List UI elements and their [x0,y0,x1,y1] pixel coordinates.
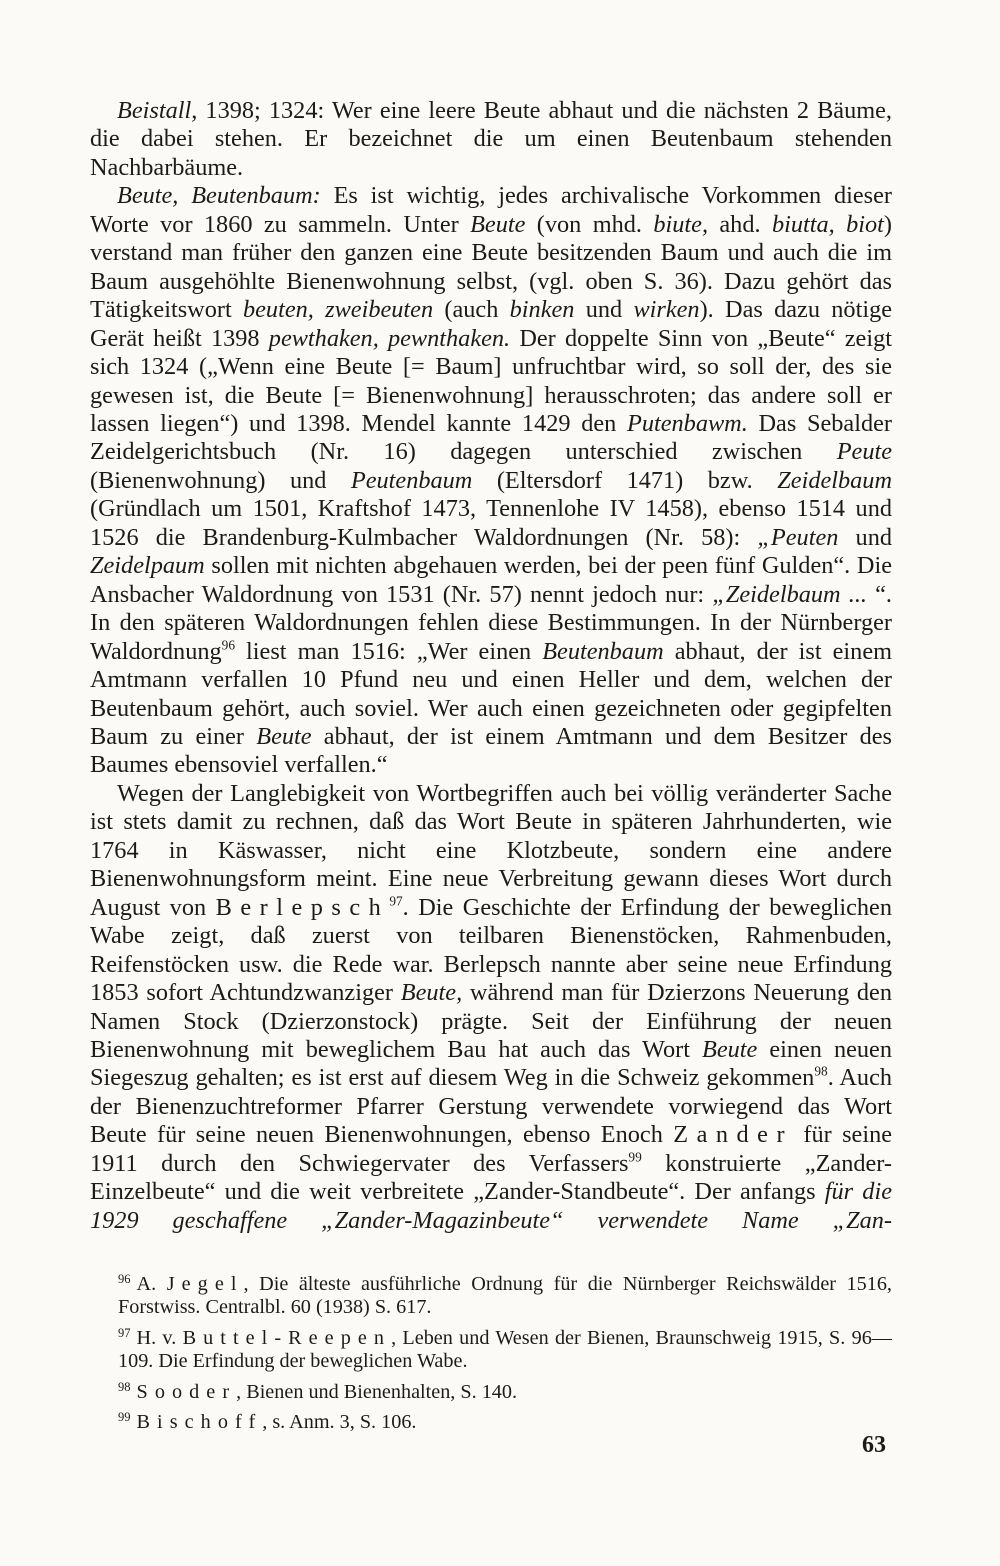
italic-term: Beistall, [117,97,198,124]
spaced-name: Jegel [166,1272,244,1295]
text-run: und [838,523,892,551]
italic-term: beuten, zweibeuten [243,296,434,324]
text-run: (Gründlach um 1501, Kraftshof 1473, Tennenlohe IV 1458), ebenso 1514 und 1526 die Brandenburg-Kulmbacher Waldordnungen (Nr. 58): [90,495,892,551]
text-run: (Bienenwohnung) und [90,466,351,494]
text-run: 1398; 1324: Wer eine leere Beute abhaut und die nächsten 2 Bäume, die dabei stehen. Er bezeichnet die um einen Beutenbaum stehenden Nachbarbäume. [90,97,892,181]
italic-term: für die 1929 geschaffene „Zander-Magazinbeute“ verwendete Name „Zan- [90,1178,892,1234]
italic-term: biute, [653,210,709,238]
paragraph-langlebigkeit [90,780,892,1235]
text-run: sollen mit nichten abgehauen werden, bei der peen fünf Gulden“. Die Ansbacher Waldordnung von 1531 (Nr. 57) nennt jedoch nur: [90,552,892,608]
text-run: abhaut, der ist einem Amtmann verfallen 10 Pfund neu und einen Heller und dem, welchen der Beutenbaum gehört, auch soviel. Wer auch einen gezeichneten oder gegipfelten Baum zu einer [90,637,893,750]
paragraph-beistall [90,97,892,182]
italic-term: Beute, Beutenbaum: [117,182,321,210]
footnote-ref: 97 [389,893,403,909]
italic-term: Beute [470,210,526,238]
text-run: einen neuen Siegeszug gehalten; es ist erst auf diesem Weg in die Schweiz gekommen [90,1035,892,1092]
page-number: 63 [862,1432,886,1458]
text-run: für seine 1911 durch den Schwiegervater des Verfassers [90,1121,893,1177]
italic-term: Beutenbaum [542,637,664,665]
italic-term: „Peuten [757,523,839,551]
text-run: Wegen der Langlebigkeit von Wortbegriffen auch bei völlig veränderter Sache ist stets damit zu rechnen, daß das Wort Beute in späteren Jahrhunderten, wie 1764 in Käswasser, nicht eine Klotzbeute, sondern eine andere Bienenwohnungsform meint. Eine neue Verbreitung gewann dieses Wort durch August von [90,779,892,921]
italic-term: Zeidelpaum [90,552,205,580]
footnote-ref: 98 [814,1064,828,1080]
footnote-number: 97 [118,1325,131,1340]
text-run: während man für Dzierzons Neuerung den Namen Stock (Dzierzonstock) prägte. Seit der Einführung der neuen Bienenwohnung mit beweglichem Bau hat auch das Wort [90,979,892,1063]
italic-term: Peute [836,438,892,466]
text-run: (auch [433,296,510,324]
footnote-ref: 96 [221,637,236,653]
text-run: “. In den späteren Waldordnungen fehlen diese Bestimmungen. In der Nürnberger Waldordnung [90,580,892,665]
footnote-96 [118,1268,892,1320]
text-run: ahd. [708,210,772,238]
text-run: . Die Geschichte der Erfindung der beweglichen Wabe zeigt, daß zuerst von teilbaren Bienenstöcken, Rahmenbuden, Reifenstöcken usw. die Rede war. Berlepsch nannte aber seine neue Erfindung 1853 sofort Achtundzwanziger [90,893,892,1007]
text-run: , Leben und Wesen der Bienen, Braunschweig 1915, S. 96—109. Die Erfindung der beweglichen Wabe. [118,1326,892,1373]
italic-term: binken [509,296,575,324]
text-run: abhaut, der ist einem Amtmann und dem Besitzer des Baumes ebensoviel verfallen.“ [90,722,892,779]
italic-term: Zeidelbaum [777,466,892,494]
footnote-ref: 99 [628,1149,642,1165]
text-run: und [574,296,634,324]
spaced-name: Zander [673,1121,794,1149]
footnote-number: 98 [118,1379,131,1394]
footnote-97 [118,1322,892,1374]
text-run: . Auch der Bienenzuchtreformer Pfarrer Gerstung verwendete vorwiegend das Wort Beute für seine neuen Bienenwohnungen, ebenso Enoch [90,1064,893,1149]
footnotes [118,1268,892,1437]
italic-term: Peutenbaum [350,466,473,494]
text-run: ) verstand man früher den ganzen eine Beute besitzenden Baum und auch die im Baum ausgehöhlte Bienenwohnung selbst, (vgl. oben S. 36). Dazu gehört das Tätigkeitswort [90,210,892,324]
text-run: ). Das dazu nötige Gerät heißt 1398 [90,296,892,352]
page-body [90,97,892,1235]
paragraph-beute [90,182,892,780]
spaced-name: Bischoff [136,1411,263,1433]
text-run: Der doppelte Sinn von „Beute“ zeigt sich 1324 („Wenn eine Beute [= Baum] unfruchtbar wird, so soll der, des sie gewesen ist, die Beute [= Bienenwohnung] herausschroten; das andere soll er lassen liegen“) und 1398. Mendel kannte 1429 den [90,324,892,437]
italic-term: biutta, biot [771,210,884,238]
main-text [90,97,892,1235]
footnote-number: 99 [118,1410,131,1425]
footnote-number: 96 [118,1272,131,1286]
italic-term: Beute, [400,979,463,1007]
italic-term: Putenbawm. [627,409,748,437]
text-run: , s. Anm. 3, S. 106. [262,1411,417,1433]
text-run: , Die älteste ausführliche Ordnung für die Nürnberger Reichswälder 1516, Forstwiss. Centralbl. 60 (1938) S. 617. [118,1272,892,1319]
text-run: Es ist wichtig, jedes archivalische Vorkommen dieser Worte vor 1860 zu sammeln. Unter [90,182,892,238]
spaced-name: Sooder [136,1380,237,1403]
italic-term: Beute [256,722,312,750]
text-run: A. [136,1272,167,1295]
spaced-name: Berlepsch [215,893,390,921]
italic-term: Beute [702,1035,758,1063]
text-run: liest man 1516: „Wer einen [235,637,543,665]
italic-term: „Zeidelbaum ... [712,580,867,608]
italic-term: pewthaken, pewnthaken. [268,324,511,352]
text-run: H. v. [136,1326,183,1349]
footnote-99 [118,1406,892,1434]
footnote-98 [118,1376,892,1404]
text-run: Das Sebalder Zeidelgerichtsbuch (Nr. 16) dagegen unterschied zwischen [90,409,892,466]
text-run: (Eltersdorf 1471) bzw. [472,466,778,494]
text-run: konstruierte „Zander-Einzelbeute“ und die weit verbreitete „Zander-Standbeute“. Der anfangs [90,1149,892,1206]
italic-term: wirken [633,296,700,324]
spaced-name: Buttel-Reepen [182,1326,392,1349]
text-run: (von mhd. [525,210,654,238]
text-run: , Bienen und Bienenhalten, S. 140. [236,1380,518,1403]
